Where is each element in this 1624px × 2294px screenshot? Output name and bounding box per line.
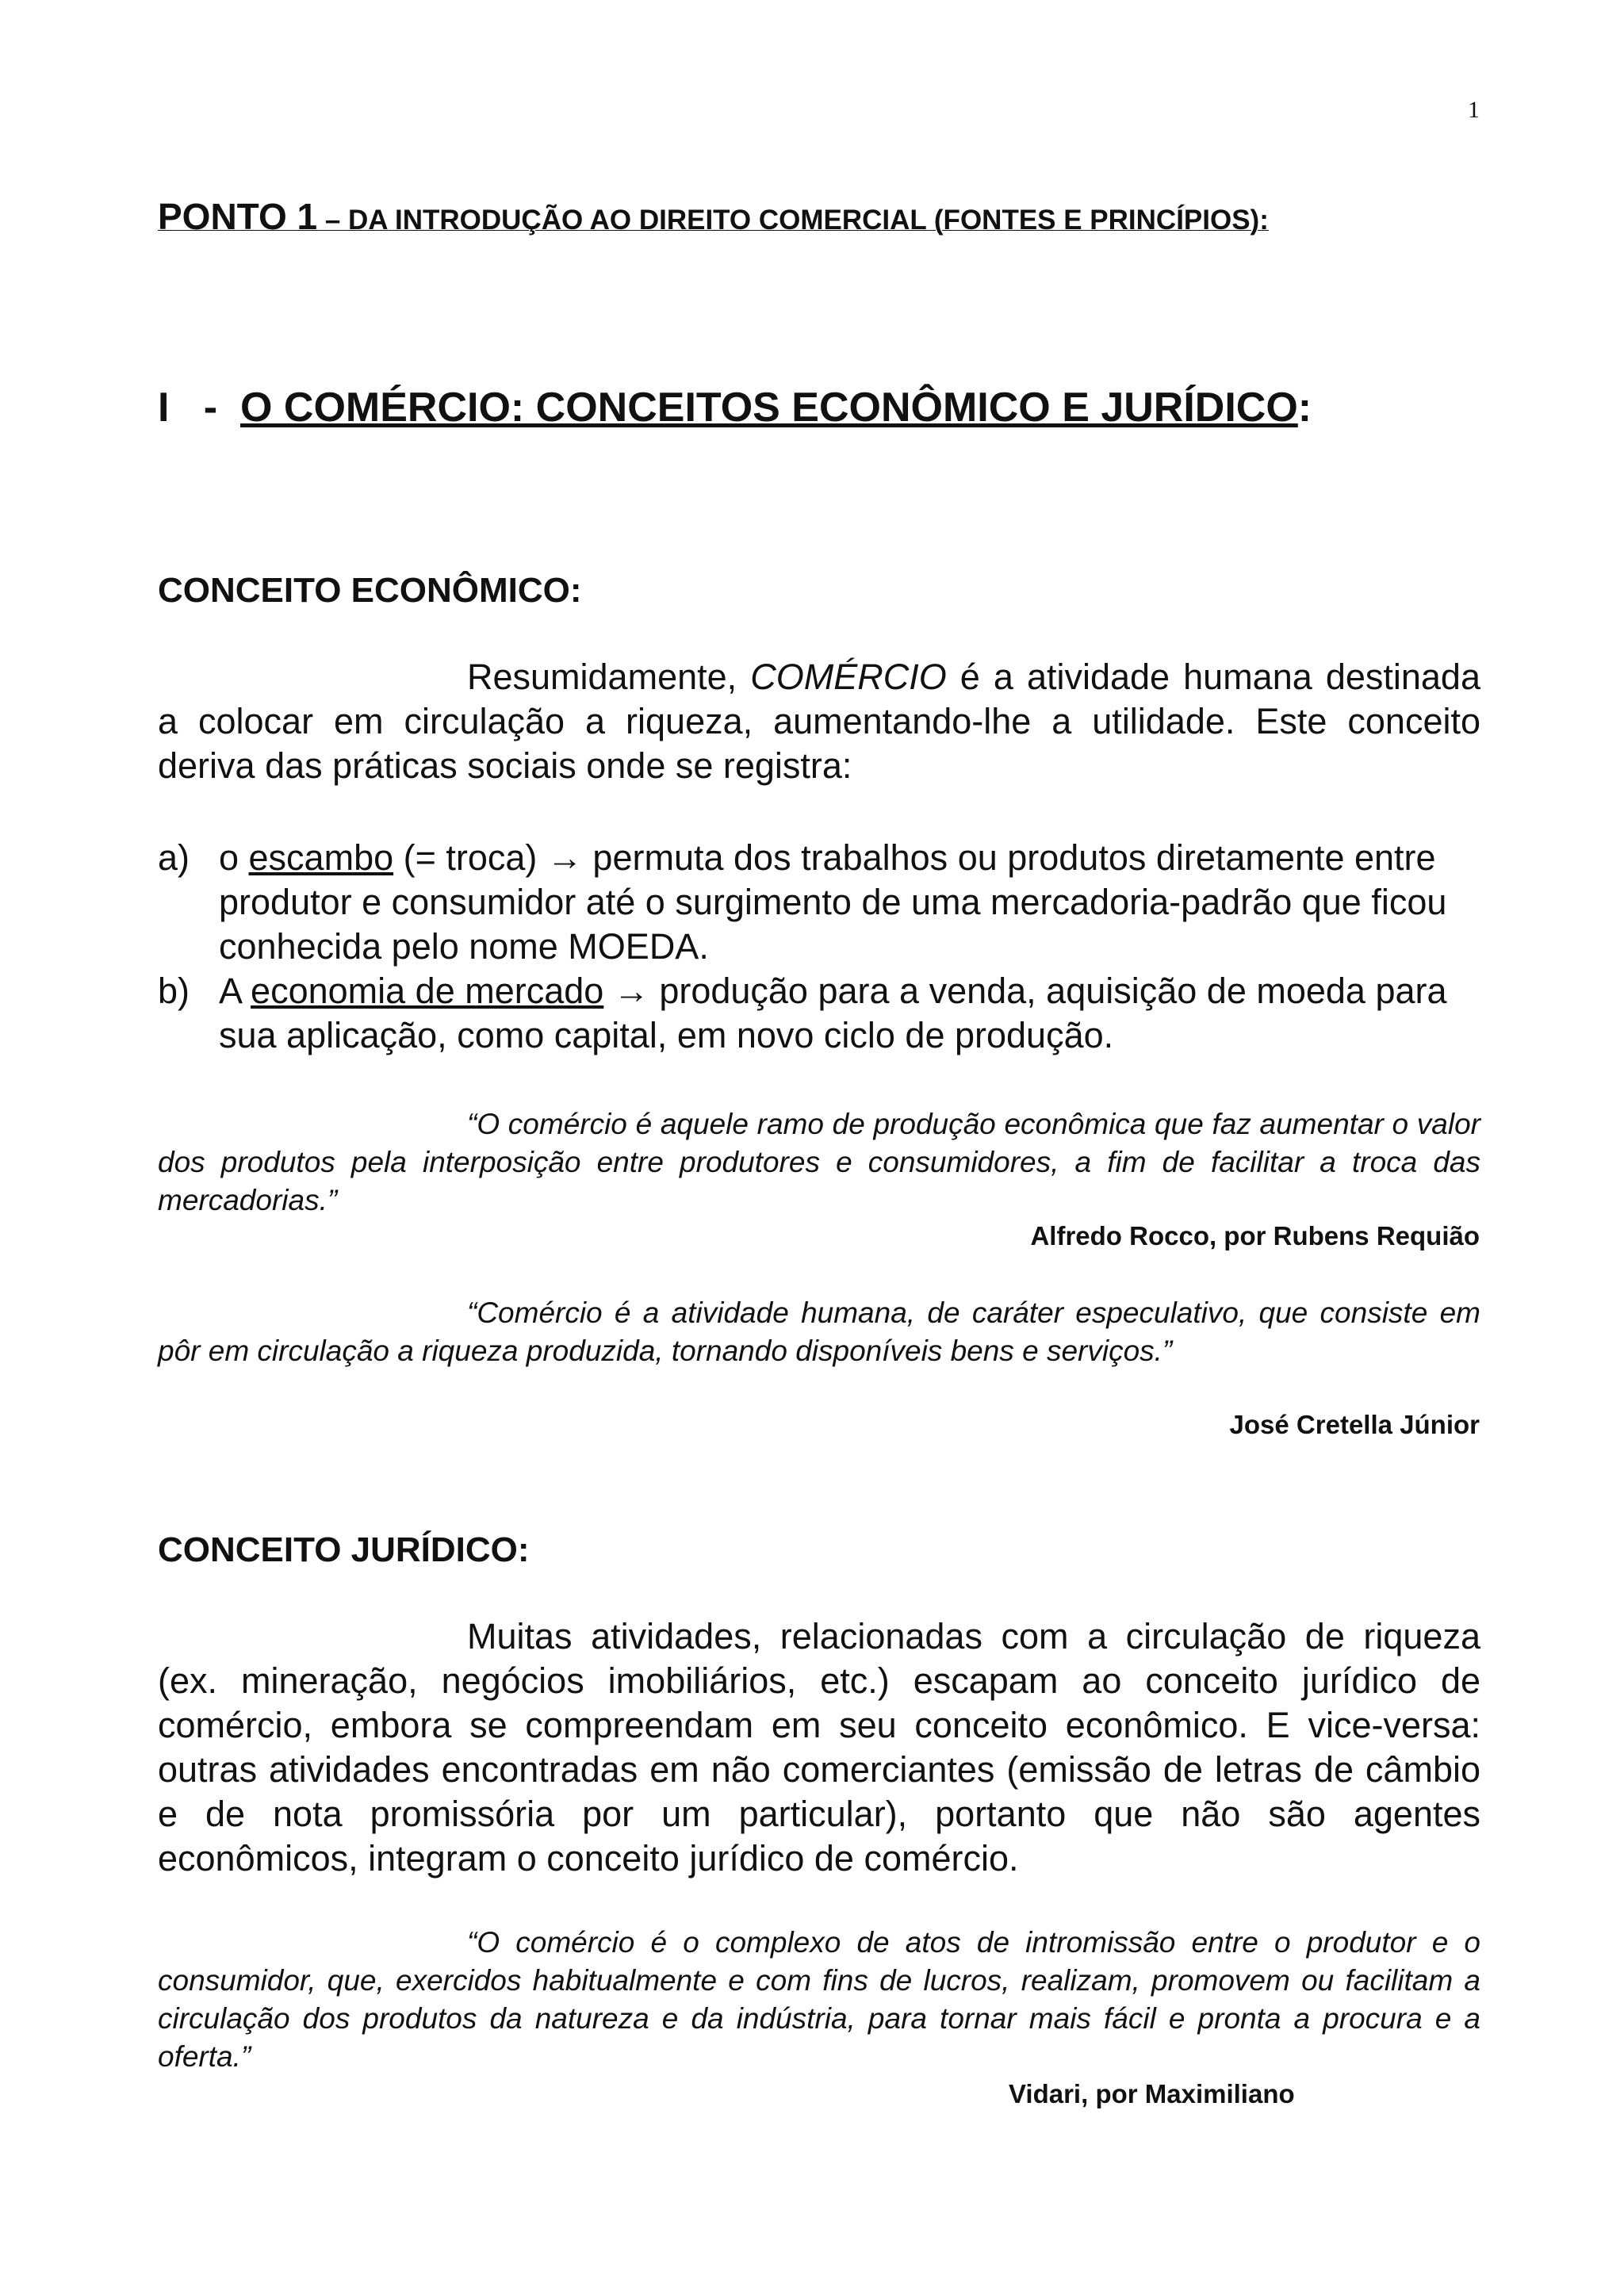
- paragraph-juridico: [158, 1614, 1480, 1881]
- attribution-rocco: Alfredo Rocco, por Rubens Requião: [1030, 1221, 1480, 1250]
- quote-cretella-text: “Comércio é a atividade humana, de caráter especulativo, que consiste em pôr em circulação a riqueza produzida, tornando disponíveis bens e serviços.”: [158, 1296, 1480, 1367]
- heading-conceito-economico: CONCEITO ECONÔMICO:: [158, 571, 582, 610]
- list-item-after: (= troca) → permuta dos trabalhos ou produtos diretamente entre produtor e consumidor até o surgimento de uma mercadoria-padrão que ficou conhecida pelo nome MOEDA.: [219, 837, 1447, 967]
- list-item-after: → produção para a venda, aquisição de moeda para sua aplicação, como capital, em novo ciclo de produção.: [219, 971, 1447, 1055]
- list-item-underlined: escambo: [248, 837, 394, 878]
- heading-conceito-juridico: CONCEITO JURÍDICO:: [158, 1530, 530, 1569]
- section-title-suffix: :: [1297, 385, 1312, 431]
- paragraph-economico: [158, 655, 1480, 788]
- paragraph-economico-start: Resumidamente,: [467, 657, 751, 697]
- paragraph-economico-rest: é a atividade humana destinada a colocar em circulação a riqueza, aumentando-lhe a utilidade. Este conceito deriva das práticas sociais onde se registra:: [158, 657, 1480, 786]
- list-marker: b): [158, 971, 190, 1011]
- ponto-heading-lead: PONTO 1: [158, 196, 318, 237]
- list-item: [158, 836, 1480, 969]
- list-item-text: [219, 969, 1480, 1058]
- quote-cretella: [158, 1294, 1480, 1370]
- paragraph-juridico-text: Muitas atividades, relacionadas com a circulação de riqueza (ex. mineração, negócios imobiliários, etc.) escapam ao conceito jurídico de comércio, embora se compreendam em seu conceito econômico. E vice-versa: outras atividades encontradas em não comerciantes (emissão de letras de câmbio e de nota promissória por um particular), portanto que não são agentes econômicos, integram o conceito jurídico de comércio.: [158, 1616, 1480, 1878]
- economico-list: [158, 836, 1480, 1058]
- quote-rocco: [158, 1105, 1480, 1220]
- list-item-before: o: [219, 837, 249, 878]
- page-number: 1: [1468, 97, 1480, 123]
- quote-vidari: [158, 1924, 1480, 2076]
- ponto-heading: [158, 195, 1474, 238]
- quote-vidari-text: “O comércio é o complexo de atos de intromissão entre o produtor e o consumidor, que, exercidos habitualmente e com fins de lucros, realizam, promovem ou facilitam a circulação dos produtos da natureza e da indústria, para tornar mais fácil e pronta a procura e a oferta.”: [158, 1926, 1480, 2073]
- list-marker: a): [158, 837, 190, 878]
- section-title: [158, 384, 1474, 431]
- section-title-prefix: I -: [158, 385, 240, 431]
- list-item-underlined: economia de mercado: [251, 971, 604, 1011]
- list-item-before: A: [219, 971, 251, 1011]
- list-item-text: [219, 836, 1480, 969]
- ponto-heading-rest: – DA INTRODUÇÃO AO DIREITO COMERCIAL (FONTES E PRINCÍPIOS):: [317, 205, 1269, 236]
- quote-rocco-text: “O comércio é aquele ramo de produção econômica que faz aumentar o valor dos produtos pela interposição entre produtores e consumidores, a fim de facilitar a troca das mercadorias.”: [158, 1108, 1480, 1216]
- paragraph-economico-em: COMÉRCIO: [750, 657, 947, 697]
- attribution-vidari: Vidari, por Maximiliano: [1009, 2079, 1295, 2108]
- section-title-text: O COMÉRCIO: CONCEITOS ECONÔMICO E JURÍDICO: [240, 385, 1298, 431]
- attribution-cretella: José Cretella Júnior: [1229, 1410, 1480, 1439]
- list-item: [158, 969, 1480, 1058]
